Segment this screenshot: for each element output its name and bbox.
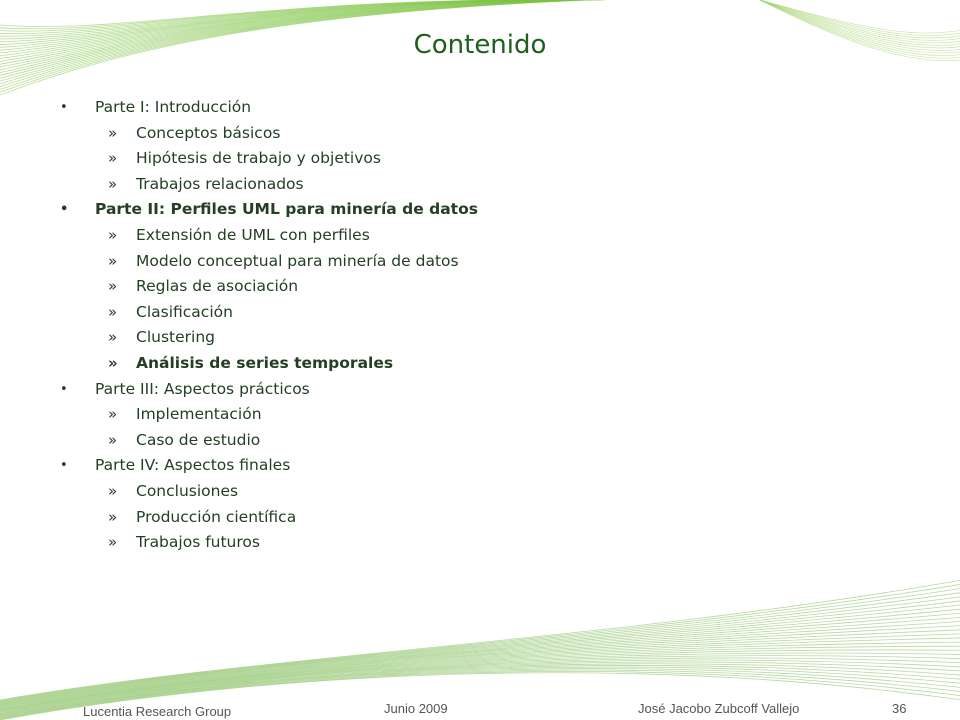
outline-item-text: Parte II: Perfiles UML para minería de datos bbox=[95, 200, 478, 219]
bottom-wave-pattern bbox=[0, 580, 960, 720]
outline-item-text: Modelo conceptual para minería de datos bbox=[136, 251, 459, 270]
chevron-marker: » bbox=[108, 123, 118, 142]
chevron-marker: » bbox=[108, 251, 118, 270]
chevron-marker: » bbox=[108, 481, 118, 500]
chevron-marker: » bbox=[108, 225, 118, 244]
bullet-marker: • bbox=[60, 458, 68, 474]
wave-line bbox=[0, 630, 960, 709]
chevron-marker: » bbox=[108, 149, 118, 168]
wave-line bbox=[0, 592, 960, 702]
chevron-marker: » bbox=[108, 430, 118, 449]
outline-subsection-item bbox=[58, 479, 878, 505]
footer-date: Junio 2009 bbox=[384, 701, 448, 716]
outline-item-text: Parte III: Aspectos prácticos bbox=[95, 379, 310, 398]
bullet-marker: • bbox=[60, 381, 68, 397]
wave-line bbox=[0, 0, 603, 31]
wave-line bbox=[760, 0, 960, 33]
outline-subsection-item bbox=[58, 402, 878, 428]
outline-item-text: Parte I: Introducción bbox=[95, 98, 252, 116]
wave-line bbox=[0, 601, 960, 704]
wave-line bbox=[0, 0, 602, 29]
outline-item-text: Conclusiones bbox=[136, 481, 239, 500]
footer-research-group: Lucentia Research Group bbox=[83, 704, 232, 719]
wave-line bbox=[0, 580, 960, 700]
outline-item-text: Parte IV: Aspectos finales bbox=[95, 456, 291, 475]
outline-subsection-item bbox=[58, 325, 878, 351]
chevron-marker: » bbox=[108, 353, 118, 372]
outline-section-item bbox=[58, 197, 878, 223]
wave-line bbox=[0, 605, 960, 704]
chevron-marker: » bbox=[108, 174, 118, 193]
outline-subsection-item bbox=[58, 428, 878, 454]
wave-line bbox=[0, 634, 960, 709]
outline-subsection-item bbox=[58, 274, 878, 300]
slide-title: Contenido bbox=[413, 30, 547, 60]
chevron-marker: » bbox=[108, 277, 118, 296]
outline-subsection-item bbox=[58, 223, 878, 249]
wave-line bbox=[0, 650, 960, 712]
wave-line bbox=[0, 626, 960, 708]
wave-line bbox=[0, 638, 960, 710]
wave-line bbox=[0, 617, 960, 706]
outline-subsection-item bbox=[58, 121, 878, 147]
outline-item-text: Reglas de asociación bbox=[136, 277, 299, 296]
wave-line bbox=[0, 597, 960, 703]
wave-line bbox=[0, 613, 960, 705]
wave-line bbox=[0, 0, 600, 27]
outline-item-text: Clasificación bbox=[136, 302, 233, 321]
outline-item-text: Clustering bbox=[136, 328, 215, 347]
outline-section-item bbox=[58, 377, 878, 403]
outline-item-text: Implementación bbox=[136, 405, 262, 424]
wave-line bbox=[0, 0, 605, 34]
outline-subsection-item bbox=[58, 530, 878, 556]
chevron-marker: » bbox=[108, 302, 118, 321]
outline-subsection-item bbox=[58, 351, 878, 377]
outline-item-text: Trabajos relacionados bbox=[136, 174, 304, 193]
outline-subsection-item bbox=[58, 172, 878, 198]
wave-line bbox=[0, 584, 960, 701]
bullet-marker: • bbox=[60, 202, 69, 218]
footer-page-number: 36 bbox=[892, 701, 907, 716]
chevron-marker: » bbox=[108, 533, 118, 552]
outline-section-item bbox=[58, 95, 878, 121]
outline-item-text: Análisis de series temporales bbox=[136, 353, 394, 372]
outline-section-item bbox=[58, 453, 878, 479]
content-outline bbox=[58, 95, 878, 556]
wave-line bbox=[0, 621, 960, 707]
outline-item-text: Producción científica bbox=[136, 507, 297, 526]
chevron-marker: » bbox=[108, 507, 118, 526]
outline-item-text: Hipótesis de trabajo y objetivos bbox=[136, 149, 381, 168]
wave-line bbox=[0, 642, 960, 710]
outline-item-text: Extensión de UML con perfiles bbox=[136, 225, 370, 244]
footer-author: José Jacobo Zubcoff Vallejo bbox=[638, 701, 800, 716]
wave-line bbox=[0, 646, 960, 711]
outline-item-text: Conceptos básicos bbox=[136, 123, 281, 142]
wave-line bbox=[0, 588, 960, 701]
outline-subsection-item bbox=[58, 249, 878, 275]
chevron-marker: » bbox=[108, 328, 118, 347]
chevron-marker: » bbox=[108, 405, 118, 424]
outline-subsection-item bbox=[58, 146, 878, 172]
outline-subsection-item bbox=[58, 300, 878, 326]
bullet-marker: • bbox=[60, 100, 68, 115]
wave-line bbox=[0, 609, 960, 705]
outline-item-text: Caso de estudio bbox=[136, 430, 261, 449]
outline-item-text: Trabajos futuros bbox=[136, 533, 260, 552]
outline-subsection-item bbox=[58, 505, 878, 531]
